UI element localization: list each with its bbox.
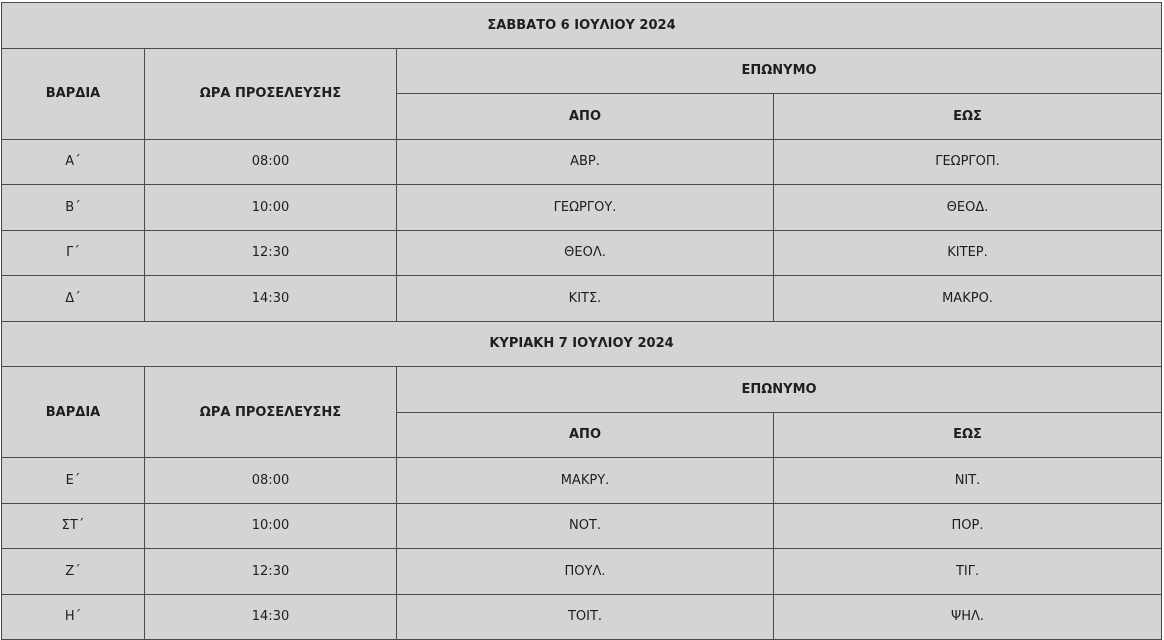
- to-cell: ΠΟΡ.: [774, 503, 1162, 549]
- shift-cell: ΣΤ΄: [2, 503, 145, 549]
- from-cell: ΤΟΙΤ.: [397, 594, 774, 640]
- time-cell: 10:00: [145, 503, 397, 549]
- to-cell: ΜΑΚΡΟ.: [774, 276, 1162, 322]
- to-cell: ΚΙΤΕΡ.: [774, 230, 1162, 276]
- arrival-time-header: ΩΡΑ ΠΡΟΣΕΛΕΥΣΗΣ: [145, 48, 397, 139]
- arrival-time-header: ΩΡΑ ΠΡΟΣΕΛΕΥΣΗΣ: [145, 367, 397, 458]
- to-cell: ΘΕΟΔ.: [774, 185, 1162, 231]
- surname-header: ΕΠΩΝΥΜΟ: [397, 367, 1162, 413]
- shift-cell: Ε΄: [2, 458, 145, 504]
- from-header: ΑΠΟ: [397, 412, 774, 458]
- shift-cell: Α΄: [2, 139, 145, 185]
- from-cell: ΘΕΟΛ.: [397, 230, 774, 276]
- day-title: ΣΑΒΒΑΤΟ 6 ΙΟΥΛΙΟΥ 2024: [2, 3, 1162, 49]
- from-cell: ΜΑΚΡΥ.: [397, 458, 774, 504]
- shift-header: ΒΑΡΔΙΑ: [2, 367, 145, 458]
- shift-header: ΒΑΡΔΙΑ: [2, 48, 145, 139]
- surname-header: ΕΠΩΝΥΜΟ: [397, 48, 1162, 94]
- table-row: [2, 458, 1162, 504]
- to-cell: ΝΙΤ.: [774, 458, 1162, 504]
- shift-cell: Γ΄: [2, 230, 145, 276]
- day-header-row: [2, 3, 1162, 49]
- to-header: ΕΩΣ: [774, 94, 1162, 140]
- from-cell: ΚΙΤΣ.: [397, 276, 774, 322]
- shift-schedule-table: [1, 2, 1162, 640]
- column-header-row: [2, 367, 1162, 413]
- shift-cell: Η΄: [2, 594, 145, 640]
- shift-cell: Β΄: [2, 185, 145, 231]
- shift-cell: Ζ΄: [2, 549, 145, 595]
- time-cell: 12:30: [145, 549, 397, 595]
- to-cell: ΤΙΓ.: [774, 549, 1162, 595]
- shift-cell: Δ΄: [2, 276, 145, 322]
- table-row: [2, 139, 1162, 185]
- to-cell: ΓΕΩΡΓΟΠ.: [774, 139, 1162, 185]
- time-cell: 08:00: [145, 458, 397, 504]
- time-cell: 14:30: [145, 594, 397, 640]
- from-cell: ΓΕΩΡΓΟΥ.: [397, 185, 774, 231]
- table-row: [2, 549, 1162, 595]
- from-cell: ΝΟΤ.: [397, 503, 774, 549]
- table-row: [2, 276, 1162, 322]
- table-row: [2, 594, 1162, 640]
- from-cell: ΠΟΥΛ.: [397, 549, 774, 595]
- time-cell: 10:00: [145, 185, 397, 231]
- column-header-row: [2, 48, 1162, 94]
- to-header: ΕΩΣ: [774, 412, 1162, 458]
- table-row: [2, 185, 1162, 231]
- from-cell: ΑΒΡ.: [397, 139, 774, 185]
- time-cell: 08:00: [145, 139, 397, 185]
- table-row: [2, 230, 1162, 276]
- from-header: ΑΠΟ: [397, 94, 774, 140]
- time-cell: 12:30: [145, 230, 397, 276]
- day-header-row: [2, 321, 1162, 367]
- to-cell: ΨΗΛ.: [774, 594, 1162, 640]
- day-title: ΚΥΡΙΑΚΗ 7 ΙΟΥΛΙΟΥ 2024: [2, 321, 1162, 367]
- table-row: [2, 503, 1162, 549]
- time-cell: 14:30: [145, 276, 397, 322]
